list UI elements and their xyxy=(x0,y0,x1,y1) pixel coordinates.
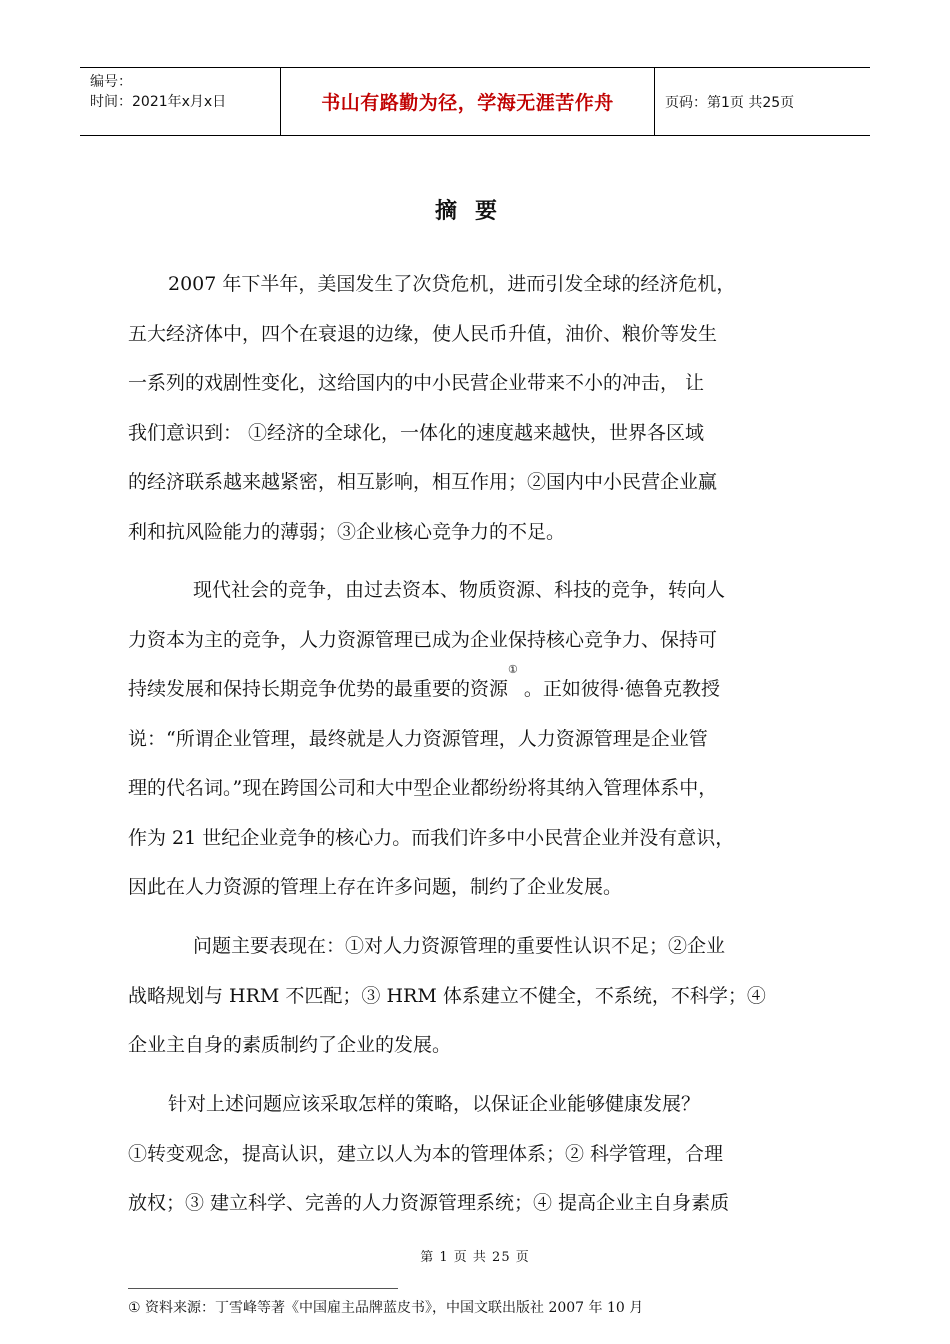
paragraph-line: 问题主要表现在：①对人力资源管理的重要性认识不足；②企业 xyxy=(193,935,726,957)
header-meta xyxy=(80,68,281,135)
paragraph-line-with-footnote xyxy=(128,665,828,715)
paragraph-line: 理的代名词。”现在跨国公司和大中型企业都纷纷将其纳入管理体系中， xyxy=(128,777,718,799)
paragraph-line: 战略规划与 HRM 不匹配；③ HRM 体系建立不健全，不系统，不科学；④ xyxy=(128,984,766,1007)
paragraph-line: 2007 年下半年，美国发生了次贷危机，进而引发全球的经济危机， xyxy=(168,273,736,295)
paragraph-line: 五大经济体中，四个在衰退的边缘，使人民币升值，油价、粮价等发生 xyxy=(128,322,718,345)
footnote-marker[interactable]: ① xyxy=(508,663,518,676)
paragraph-line: 企业主自身的素质制约了企业的发展。 xyxy=(128,1034,452,1056)
page-title: 摘要 xyxy=(434,199,515,224)
footnote xyxy=(128,1297,643,1317)
paragraph-4 xyxy=(128,1080,828,1229)
paragraph-line: 因此在人力资源的管理上存在许多问题，制约了企业发展。 xyxy=(128,876,623,898)
paragraph-line: 放权；③ 建立科学、完善的人力资源管理系统；④ 提高企业主自身素质 xyxy=(128,1192,730,1214)
paragraph-line: ①转变观念，提高认识，建立以人为本的管理体系；② 科学管理，合理 xyxy=(128,1142,724,1165)
header-page-info: 页码：第1页 共25页 xyxy=(665,94,795,111)
paragraph-line: 针对上述问题应该采取怎样的策略，以保证企业能够健康发展？ xyxy=(168,1093,701,1115)
paragraph-3 xyxy=(128,922,828,1071)
paragraph-line: 力资本为主的竞争，人力资源管理已成为企业保持核心竞争力、保持可 xyxy=(128,628,718,651)
paragraph-line: 现代社会的竞争，由过去资本、物质资源、科技的竞争，转向人 xyxy=(193,579,726,601)
paragraph-1 xyxy=(128,260,828,557)
page-header xyxy=(80,67,870,136)
paragraph-line: 一系列的戏剧性变化，这给国内的中小民营企业带来不小的冲击， 让 xyxy=(128,372,705,394)
paragraph-line: 我们意识到： ①经济的全球化，一体化的速度越来越快，世界各区域 xyxy=(128,421,705,444)
paragraph-line: 作为 21 世纪企业竞争的核心力。而我们许多中小民营企业并没有意识， xyxy=(128,826,735,849)
paragraph-line: 说：“所谓企业管理，最终就是人力资源管理，人力资源管理是企业管 xyxy=(128,727,708,750)
footnote-label: ① 资料来源 xyxy=(128,1300,202,1316)
document-date: 时间：2021年x月x日 xyxy=(90,94,227,110)
page-number: 第 1 页 共 25 页 xyxy=(420,1250,530,1265)
paragraph-line: 的经济联系越来越紧密，相互影响，相互作用；②国内中小民营企业赢 xyxy=(128,471,718,493)
paragraph-line-tail: 。正如彼得·德鲁克教授 xyxy=(517,678,720,700)
footnote-divider xyxy=(128,1288,398,1289)
header-motto: 书山有路勤为径，学海无涯苦作舟 xyxy=(321,92,614,114)
paragraph-line: 利和抗风险能力的薄弱；③企业核心竞争力的不足。 xyxy=(128,520,566,543)
header-motto-cell xyxy=(281,68,655,135)
footnote-text: ：丁雪峰等著《中国雇主品牌蓝皮书》，中国文联出版社 2007 年 10 月 xyxy=(201,1300,644,1316)
header-page-info-cell xyxy=(655,68,870,135)
document-number-label: 编号： xyxy=(90,74,132,90)
paragraph-2 xyxy=(128,566,828,913)
paragraph-line-text: 持续发展和保持长期竞争优势的最重要的资源 xyxy=(128,678,509,700)
